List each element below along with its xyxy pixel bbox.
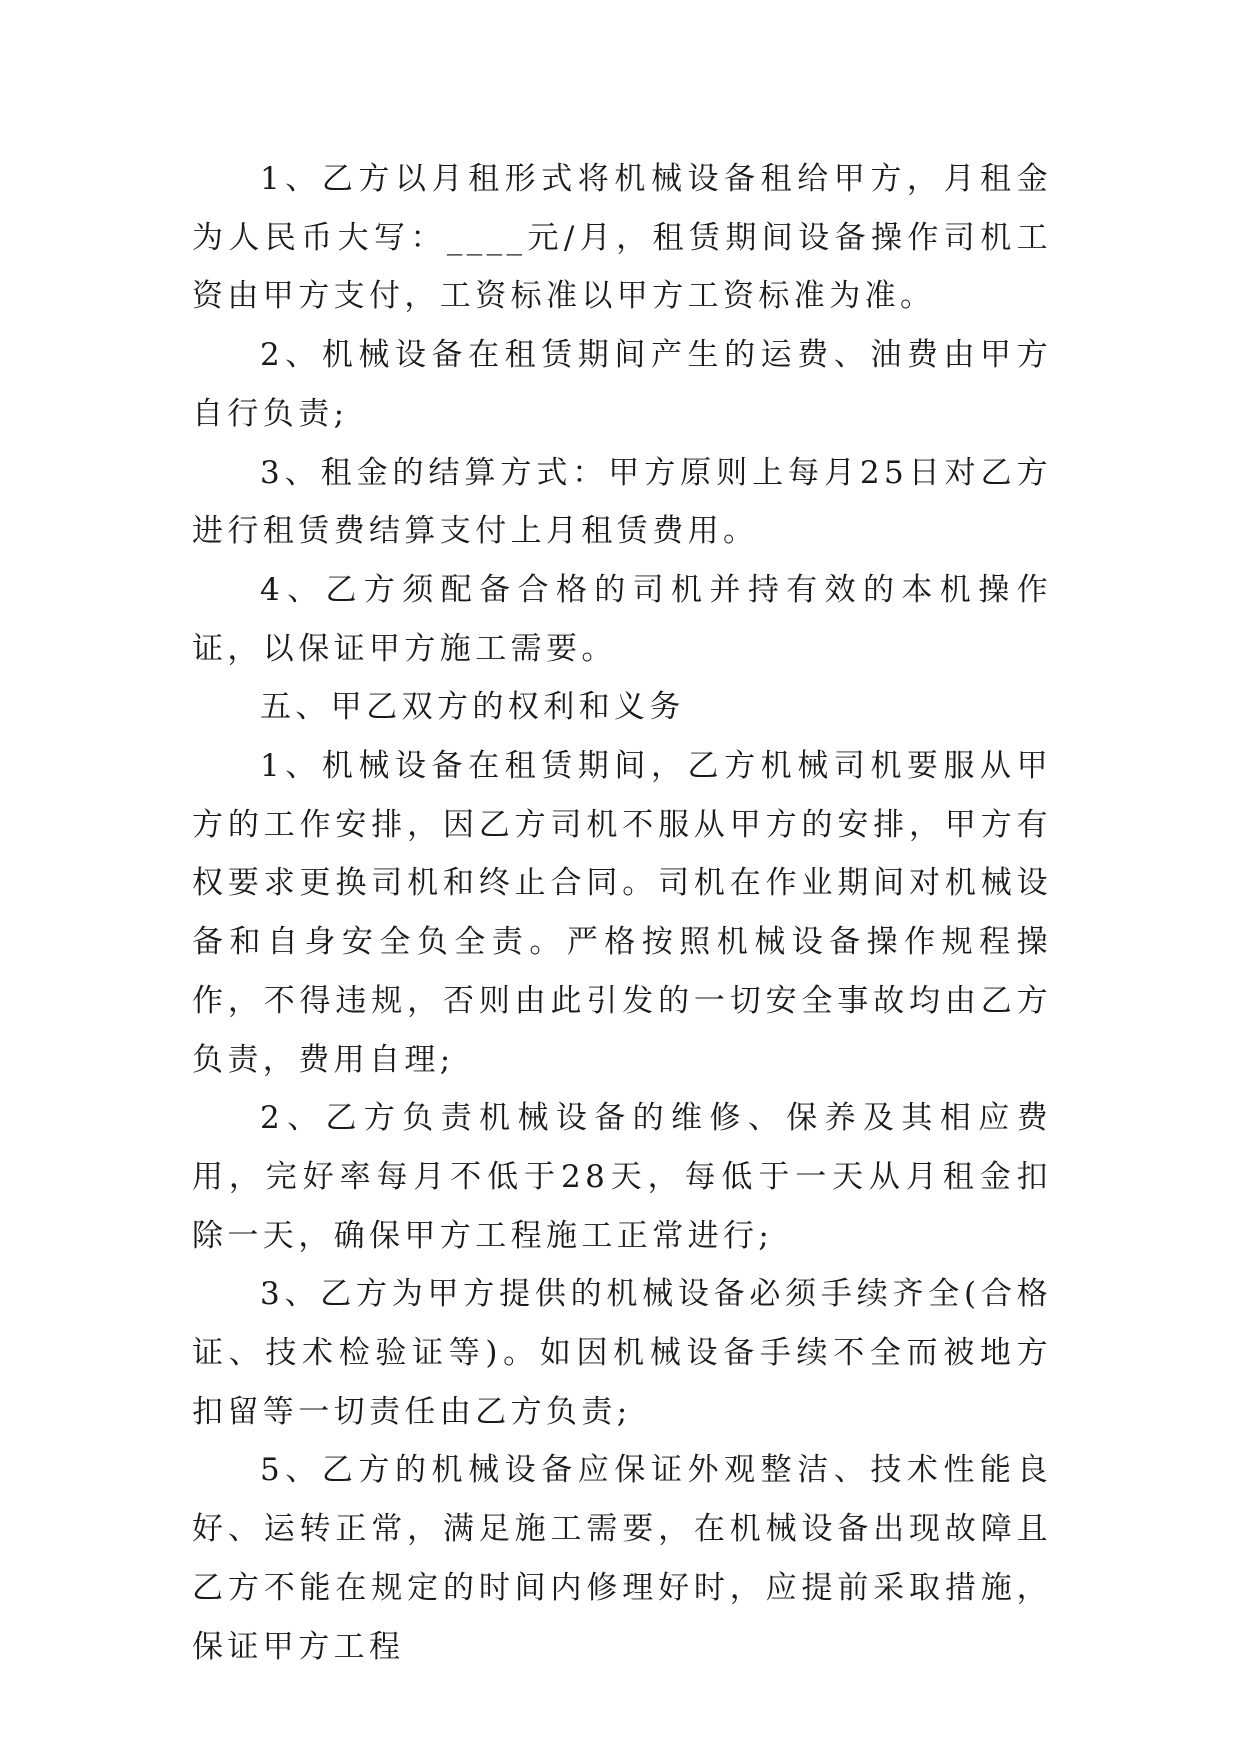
paragraph-transport-fuel: 2、机械设备在租赁期间产生的运费、油费由甲方自行负责; <box>192 337 1052 432</box>
section-heading-rights-obligations: 五、甲乙双方的权利和义务 <box>260 689 685 726</box>
paragraph-settlement: 3、租金的结算方式：甲方原则上每月25日对乙方进行租赁费结算支付上月租赁费用。 <box>192 454 1052 550</box>
paragraph-maintenance: 2、乙方负责机械设备的维修、保养及其相应费用，完好率每月不低于28天，每低于一天从月租金扣除一天，确保甲方工程施工正常进行; <box>192 1100 1052 1254</box>
paragraph-driver-qualification: 4、乙方须配备合格的司机并持有效的本机操作证，以保证甲方施工需要。 <box>192 571 1052 667</box>
document-body <box>192 150 1052 1676</box>
paragraph-equipment-condition: 5、乙方的机械设备应保证外观整洁、技术性能良好、运转正常，满足施工需要，在机械设备出现故障且乙方不能在规定的时间内修理好时，应提前采取措施，保证甲方工程 <box>192 1452 1052 1665</box>
paragraph-rent-form: 1、乙方以月租形式将机械设备租给甲方，月租金为人民币大写：____元/月，租赁期间设备操作司机工资由甲方支付，工资标准以甲方工资标准为准。 <box>192 161 1052 315</box>
paragraph-work-arrangement: 1、机械设备在租赁期间，乙方机械司机要服从甲方的工作安排，因乙方司机不服从甲方的安排，甲方有权要求更换司机和终止合同。司机在作业期间对机械设备和自身安全负全责。严格按照机械设备操作规程操作，不得违规，否则由此引发的一切安全事故均由乙方负责，费用自理; <box>192 748 1052 1078</box>
paragraph-equipment-documents: 3、乙方为甲方提供的机械设备必须手续齐全(合格证、技术检验证等)。如因机械设备手续不全而被地方扣留等一切责任由乙方负责; <box>192 1276 1052 1430</box>
